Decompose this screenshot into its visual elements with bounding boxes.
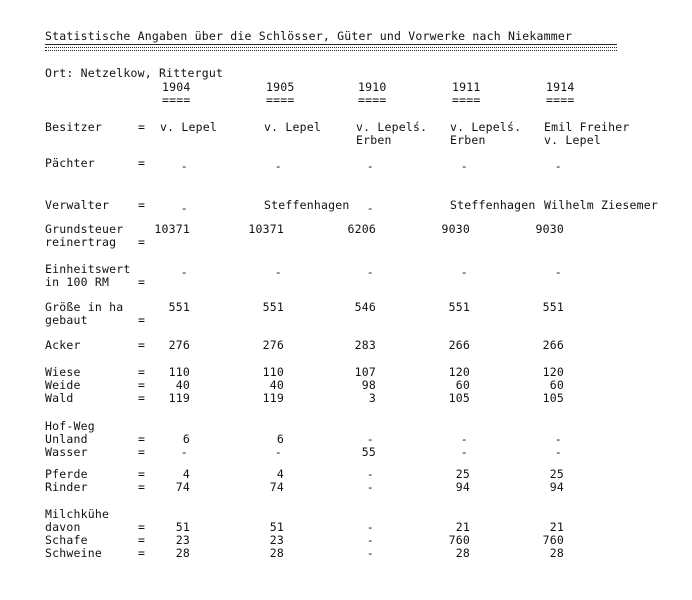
table-cell: 21 xyxy=(549,520,564,534)
equals-sign: = xyxy=(138,275,146,289)
table-cell: 94 xyxy=(549,480,564,494)
table-cell: - xyxy=(366,201,374,215)
table-cell: 3 xyxy=(368,391,376,405)
table-cell: - xyxy=(554,265,562,279)
table-cell: - xyxy=(180,201,188,215)
table-cell: 28 xyxy=(269,546,284,560)
table-cell: 107 xyxy=(354,365,376,379)
row-label: Rinder xyxy=(45,480,88,494)
table-cell: - xyxy=(460,445,468,459)
equals-sign: = xyxy=(138,533,146,547)
table-cell: v. Lepel xyxy=(160,120,217,134)
table-cell: - xyxy=(274,265,282,279)
equals-sign: = xyxy=(138,391,146,405)
table-cell: 760 xyxy=(448,533,470,547)
year-header: 1914 xyxy=(546,80,575,94)
equals-sign: = xyxy=(138,467,146,481)
table-cell: 4 xyxy=(182,467,190,481)
table-cell: 760 xyxy=(542,533,564,547)
table-cell: 120 xyxy=(542,365,564,379)
table-cell: 40 xyxy=(175,378,190,392)
year-header: 1905 xyxy=(266,80,295,94)
table-cell: - xyxy=(460,159,468,173)
table-cell: Erben xyxy=(450,133,486,147)
equals-sign: = xyxy=(138,313,146,327)
table-cell: 28 xyxy=(455,546,470,560)
year-underline: ==== xyxy=(546,93,575,107)
table-cell: 9030 xyxy=(535,222,564,236)
year-underline: ==== xyxy=(162,93,191,107)
table-cell: 51 xyxy=(269,520,284,534)
table-cell: 119 xyxy=(262,391,284,405)
title-underline xyxy=(45,44,617,45)
table-cell: Wilhelm Ziesemer xyxy=(544,198,658,212)
table-cell: 283 xyxy=(354,338,376,352)
year-underline: ==== xyxy=(358,93,387,107)
row-label: Schweine xyxy=(45,546,102,560)
table-cell: - xyxy=(180,159,188,173)
table-cell: 105 xyxy=(448,391,470,405)
table-cell: Emil Freiher xyxy=(544,120,630,134)
table-cell: - xyxy=(554,159,562,173)
row-label: Einheitswert xyxy=(45,262,131,276)
row-label: Wasser xyxy=(45,445,88,459)
table-cell: 25 xyxy=(549,467,564,481)
row-label: Unland xyxy=(45,432,88,446)
table-cell: - xyxy=(366,159,374,173)
row-label: in 100 RM xyxy=(45,275,110,289)
year-header: 1904 xyxy=(162,80,191,94)
table-cell: 266 xyxy=(448,338,470,352)
table-cell: 9030 xyxy=(441,222,470,236)
table-cell: - xyxy=(366,265,374,279)
table-cell: 28 xyxy=(549,546,564,560)
table-cell: - xyxy=(366,432,374,446)
table-cell: - xyxy=(274,445,282,459)
year-header: 1910 xyxy=(358,80,387,94)
table-cell: - xyxy=(366,480,374,494)
equals-sign: = xyxy=(138,480,146,494)
year-underline: ==== xyxy=(266,93,295,107)
year-header: 1911 xyxy=(452,80,481,94)
table-cell: Steffenhagen xyxy=(450,198,536,212)
table-cell: - xyxy=(554,445,562,459)
table-cell: 55 xyxy=(361,445,376,459)
table-cell: 110 xyxy=(262,365,284,379)
table-cell: 105 xyxy=(542,391,564,405)
equals-sign: = xyxy=(138,378,146,392)
table-cell: - xyxy=(460,432,468,446)
equals-sign: = xyxy=(138,338,146,352)
table-cell: 120 xyxy=(448,365,470,379)
table-cell: 21 xyxy=(455,520,470,534)
equals-sign: = xyxy=(138,445,146,459)
equals-sign: = xyxy=(138,432,146,446)
table-cell: 10371 xyxy=(248,222,284,236)
table-cell: 23 xyxy=(175,533,190,547)
table-cell: 60 xyxy=(549,378,564,392)
table-cell: 6 xyxy=(276,432,284,446)
year-underline: ==== xyxy=(452,93,481,107)
row-label: Acker xyxy=(45,338,81,352)
equals-sign: = xyxy=(138,235,146,249)
table-cell: 40 xyxy=(269,378,284,392)
table-cell: - xyxy=(366,520,374,534)
table-cell: 23 xyxy=(269,533,284,547)
document-title: Statistische Angaben über die Schlösser, Güter und Vorwerke nach Niekammer xyxy=(45,29,573,43)
row-label: Größe in ha xyxy=(45,300,124,314)
row-label: Schafe xyxy=(45,533,88,547)
table-cell: 266 xyxy=(542,338,564,352)
row-label: Besitzer xyxy=(45,120,102,134)
table-cell: 546 xyxy=(354,300,376,314)
row-label: Milchkühe xyxy=(45,507,110,521)
table-cell: 94 xyxy=(455,480,470,494)
table-cell: 110 xyxy=(168,365,190,379)
table-cell: 98 xyxy=(361,378,376,392)
table-cell: v. Lepel xyxy=(544,133,601,147)
table-cell: - xyxy=(180,445,188,459)
row-label: Verwalter xyxy=(45,198,110,212)
table-cell: - xyxy=(366,533,374,547)
row-label: Weide xyxy=(45,378,81,392)
table-cell: v. Lepelś. xyxy=(356,120,428,134)
table-cell: 25 xyxy=(455,467,470,481)
row-label: Wald xyxy=(45,391,74,405)
table-cell: v. Lepel xyxy=(264,120,321,134)
table-cell: - xyxy=(366,467,374,481)
equals-sign: = xyxy=(138,365,146,379)
table-cell: v. Lepelś. xyxy=(450,120,522,134)
table-cell: Erben xyxy=(356,133,392,147)
table-cell: 74 xyxy=(269,480,284,494)
row-label: gebaut xyxy=(45,313,88,327)
table-cell: - xyxy=(554,432,562,446)
row-label: Wiese xyxy=(45,365,81,379)
table-cell: - xyxy=(460,265,468,279)
table-cell: 276 xyxy=(262,338,284,352)
row-label: davon xyxy=(45,520,81,534)
table-cell: - xyxy=(180,265,188,279)
table-cell: 551 xyxy=(262,300,284,314)
table-cell: 51 xyxy=(175,520,190,534)
title-double-rule xyxy=(45,47,617,51)
row-label: Pferde xyxy=(45,467,88,481)
table-cell: Steffenhagen xyxy=(264,198,350,212)
equals-sign: = xyxy=(138,198,146,212)
table-cell: 276 xyxy=(168,338,190,352)
table-cell: - xyxy=(366,546,374,560)
table-cell: 4 xyxy=(276,467,284,481)
table-cell: - xyxy=(274,159,282,173)
table-cell: 551 xyxy=(448,300,470,314)
table-cell: 551 xyxy=(168,300,190,314)
row-label: Grundsteuer xyxy=(45,222,124,236)
location-line: Ort: Netzelkow, Rittergut xyxy=(45,66,224,80)
row-label: Pächter xyxy=(45,156,95,170)
table-cell: 74 xyxy=(175,480,190,494)
table-cell: 60 xyxy=(455,378,470,392)
table-cell: 6 xyxy=(182,432,190,446)
equals-sign: = xyxy=(138,120,146,134)
row-label: reinertrag xyxy=(45,235,117,249)
equals-sign: = xyxy=(138,520,146,534)
table-cell: 6206 xyxy=(347,222,376,236)
table-cell: 28 xyxy=(175,546,190,560)
table-cell: 10371 xyxy=(154,222,190,236)
row-label: Hof-Weg xyxy=(45,419,95,433)
equals-sign: = xyxy=(138,546,146,560)
table-cell: 551 xyxy=(542,300,564,314)
equals-sign: = xyxy=(138,156,146,170)
table-cell: 119 xyxy=(168,391,190,405)
